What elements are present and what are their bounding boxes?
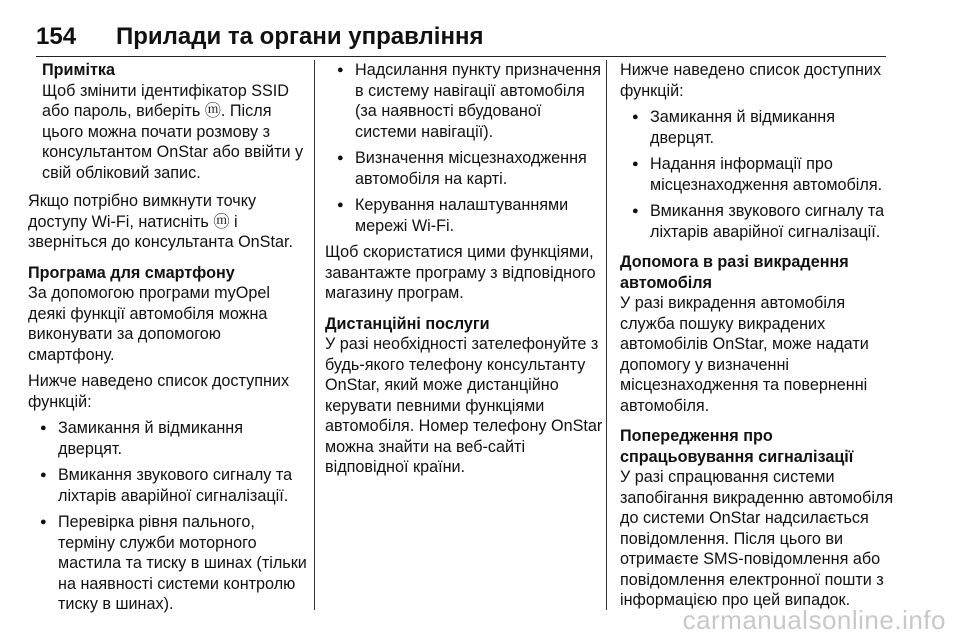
function-list — [325, 60, 605, 236]
list-item: ● Замикання й відмикання дверцят. — [28, 418, 310, 459]
paragraph-remote-services: У разі необхідності зателефонуйте з будь-якого телефону консультанту OnStar, який може дистанційно керувати певними функціями автомобіля. Номер телефону OnStar можна знайти на веб-сайті відповідної країни. — [325, 335, 603, 476]
list-item: ● Вмикання звукового сигналу та ліхтарів аварійної сигналізації. — [620, 201, 900, 242]
function-list — [620, 107, 900, 242]
heading-remote-services: Дистанційні послуги — [325, 314, 490, 333]
list-item: ● Вмикання звукового сигналу та ліхтарів аварійної сигналізації. — [28, 465, 310, 506]
page-header — [36, 18, 886, 57]
list-item: ● Надсилання пункту призначення в систему навігації автомобіля (за наявності вбудованої системи навігації). — [325, 60, 605, 142]
heading-smartphone-app: Програма для смартфону — [28, 263, 235, 282]
column-divider — [606, 60, 607, 610]
heading-theft-assistance: Допомога в разі викрадення автомобіля — [620, 253, 849, 292]
watermark: carmanualsonline.info — [682, 605, 946, 635]
column-divider — [314, 60, 315, 610]
list-item: ● Керування налаштуваннями мережі Wi-Fi. — [325, 195, 605, 236]
paragraph-alarm-notification: У разі спрацювання системи запобігання викраденню автомобіля до системи OnStar надсилається повідомлення. Після цього ви отримаєте SMS-повідомлення або повідомлення електронної пошти з інформацією про цей випадок. — [620, 468, 894, 609]
list-item: ● Визначення місцезнаходження автомобіля на карті. — [325, 148, 605, 189]
paragraph-download-app: Щоб скористатися цими функціями, завантажте програму з відповідного магазину програм. — [325, 243, 596, 302]
paragraph-theft-assistance: У разі викрадення автомобіля служба пошуку викрадених автомобілів OnStar, може надати допомогу у визначенні місцезнаходження та поверненні автомобіля. — [620, 294, 869, 415]
note-body: Щоб змінити ідентифікатор SSID або пароль, виберіть ⓜ. Після цього можна почати розмову з консультантом OnStar або ввійти у свій обліковий запис. — [42, 81, 304, 182]
column-3 — [620, 60, 900, 617]
page-number: 154 — [36, 23, 77, 50]
paragraph-list-intro: Нижче наведено список доступних функцій: — [28, 372, 290, 411]
paragraph-wifi-off: Якщо потрібно вимкнути точку доступу Wi-Fi, натисніть ⓜ і зверніться до консультанта OnStar. — [28, 192, 293, 251]
note-title: Примітка — [42, 61, 115, 79]
paragraph-smartphone-app: За допомогою програми myOpel деякі функції автомобіля можна виконувати за допомогою смартфону. — [28, 284, 270, 364]
note-box — [28, 60, 310, 183]
list-item: ● Замикання й відмикання дверцят. — [620, 107, 900, 148]
heading-alarm-notification: Попередження про спрацьовування сигналізації — [620, 427, 854, 466]
list-item: ● Перевірка рівня пального, терміну служби моторного мастила та тиску в шинах (тільки на наявності системи контролю тиску в шинах). — [28, 512, 310, 615]
list-item: ● Надання інформації про місцезнаходження автомобіля. — [620, 154, 900, 195]
column-2 — [325, 60, 605, 484]
column-1 — [28, 60, 310, 621]
paragraph-list-intro: Нижче наведено список доступних функцій: — [620, 61, 882, 100]
page-title: Прилади та органи управління — [116, 23, 484, 50]
function-list — [28, 418, 310, 615]
